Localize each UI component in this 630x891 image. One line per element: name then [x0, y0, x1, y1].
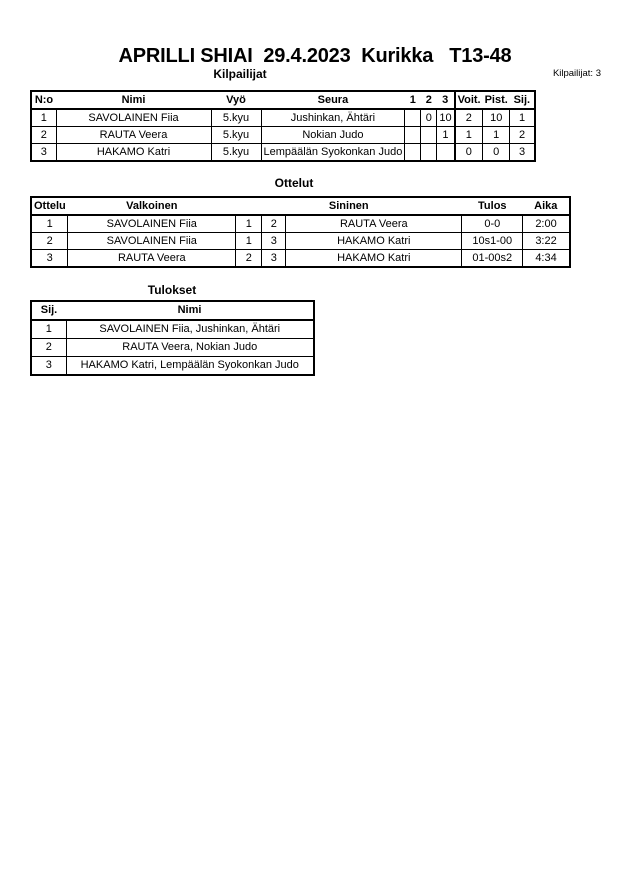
- cell-time: 3:22: [523, 233, 570, 250]
- cell-blue-name: HAKAMO Katri: [286, 233, 462, 250]
- cell-place: 1: [31, 320, 66, 339]
- matches-header-row: [31, 197, 570, 215]
- col-header-round1: 1: [405, 91, 421, 109]
- cell-name: SAVOLAINEN Fiia, Jushinkan, Ähtäri: [66, 320, 314, 339]
- cell-points: 10: [483, 109, 510, 127]
- match-row: [31, 250, 570, 268]
- col-header-wins: Voit.: [455, 91, 483, 109]
- cell-blue-name: HAKAMO Katri: [286, 250, 462, 268]
- matches-table: [30, 196, 571, 268]
- cell-white-no: 1: [236, 215, 262, 233]
- result-row: [31, 320, 314, 339]
- cell-wins: 1: [455, 127, 483, 144]
- cell-name: HAKAMO Katri: [56, 144, 211, 162]
- cell-place: 3: [510, 144, 535, 162]
- cell-club: Lempäälän Syokonkan Judo: [261, 144, 405, 162]
- cell-white-no: 1: [236, 233, 262, 250]
- cell-white-name: SAVOLAINEN Fiia: [68, 215, 236, 233]
- cell-no: 1: [31, 109, 56, 127]
- cell-round2: [421, 127, 437, 144]
- col-header-match: Ottelu: [31, 197, 68, 215]
- cell-result: 10s1-00: [462, 233, 523, 250]
- cell-blue-no: 3: [262, 250, 286, 268]
- cell-place: 2: [31, 339, 66, 357]
- col-header-name: Nimi: [56, 91, 211, 109]
- cell-result: 0-0: [462, 215, 523, 233]
- cell-white-no: 2: [236, 250, 262, 268]
- cell-round1: [405, 127, 421, 144]
- col-header-place: Sij.: [510, 91, 535, 109]
- result-row: [31, 339, 314, 357]
- cell-white-name: RAUTA Veera: [68, 250, 236, 268]
- competitor-row: [31, 127, 535, 144]
- cell-match-no: 3: [31, 250, 68, 268]
- match-row: [31, 233, 570, 250]
- cell-name: HAKAMO Katri, Lempäälän Syokonkan Judo: [66, 357, 314, 376]
- cell-belt: 5.kyu: [211, 144, 261, 162]
- competitor-row: [31, 144, 535, 162]
- col-header-points: Pist.: [483, 91, 510, 109]
- competitors-section-title: Kilpailijat: [213, 67, 267, 81]
- col-header-club: Seura: [261, 91, 405, 109]
- cell-blue-name: RAUTA Veera: [286, 215, 462, 233]
- cell-club: Nokian Judo: [261, 127, 405, 144]
- cell-belt: 5.kyu: [211, 127, 261, 144]
- cell-round1: [405, 109, 421, 127]
- cell-round1: [405, 144, 421, 162]
- results-section-title: Tulokset: [147, 283, 197, 297]
- cell-time: 2:00: [523, 215, 570, 233]
- col-header-white: Valkoinen: [68, 197, 236, 215]
- cell-round2: [421, 144, 437, 162]
- col-header-round3: 3: [437, 91, 455, 109]
- results-table: [30, 300, 315, 376]
- cell-points: 1: [483, 127, 510, 144]
- competitor-row: [31, 109, 535, 127]
- cell-club: Jushinkan, Ähtäri: [261, 109, 405, 127]
- cell-blue-no: 2: [262, 215, 286, 233]
- col-header-result: Tulos: [462, 197, 523, 215]
- col-header-belt: Vyö: [211, 91, 261, 109]
- cell-time: 4:34: [523, 250, 570, 268]
- cell-place: 1: [510, 109, 535, 127]
- cell-wins: 2: [455, 109, 483, 127]
- cell-round3: 10: [437, 109, 455, 127]
- cell-blue-no: 3: [262, 233, 286, 250]
- col-header-time: Aika: [523, 197, 570, 215]
- competitors-table: [30, 90, 536, 162]
- competitors-header-row: [31, 91, 535, 109]
- match-row: [31, 215, 570, 233]
- cell-match-no: 2: [31, 233, 68, 250]
- cell-name: SAVOLAINEN Fiia: [56, 109, 211, 127]
- cell-round3: [437, 144, 455, 162]
- cell-result: 01-00s2: [462, 250, 523, 268]
- cell-round2: 0: [421, 109, 437, 127]
- cell-name: RAUTA Veera, Nokian Judo: [66, 339, 314, 357]
- result-row: [31, 357, 314, 376]
- matches-section-title: Ottelut: [274, 176, 314, 190]
- col-header-round2: 2: [421, 91, 437, 109]
- page-title: APRILLI SHIAI 29.4.2023 Kurikka T13-48: [118, 45, 512, 67]
- cell-no: 2: [31, 127, 56, 144]
- cell-white-name: SAVOLAINEN Fiia: [68, 233, 236, 250]
- results-header-row: [31, 301, 314, 320]
- col-header-no: N:o: [31, 91, 56, 109]
- cell-place: 3: [31, 357, 66, 376]
- col-header-place: Sij.: [31, 301, 66, 320]
- cell-no: 3: [31, 144, 56, 162]
- col-header-blue: Sininen: [236, 197, 462, 215]
- cell-place: 2: [510, 127, 535, 144]
- cell-belt: 5.kyu: [211, 109, 261, 127]
- cell-name: RAUTA Veera: [56, 127, 211, 144]
- cell-points: 0: [483, 144, 510, 162]
- cell-wins: 0: [455, 144, 483, 162]
- cell-match-no: 1: [31, 215, 68, 233]
- col-header-name: Nimi: [66, 301, 314, 320]
- participants-count: Kilpailijat: 3: [552, 68, 601, 79]
- cell-round3: 1: [437, 127, 455, 144]
